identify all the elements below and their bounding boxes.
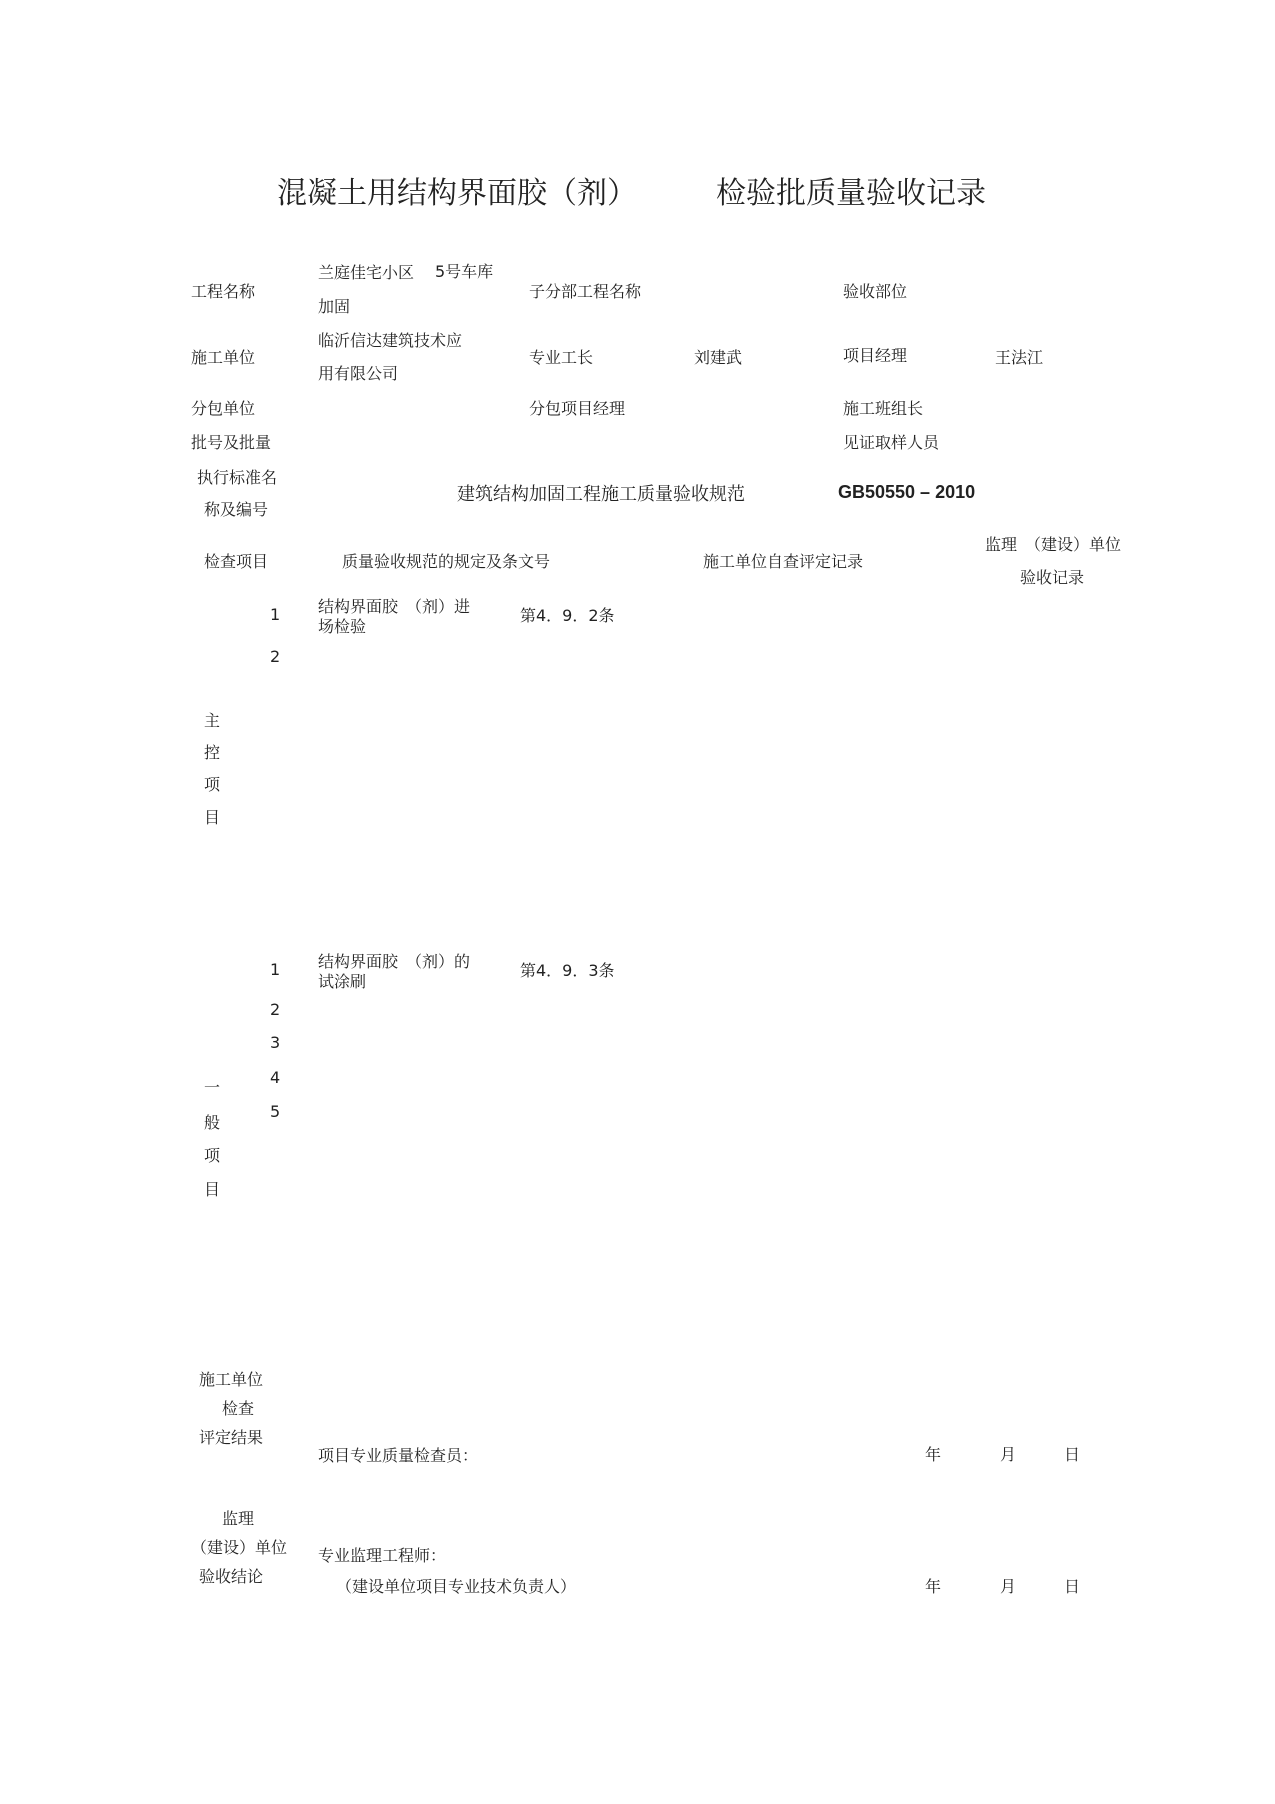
subcontractor-label: 分包单位 bbox=[191, 399, 256, 418]
contractor-result-year: 年 bbox=[925, 1445, 942, 1464]
standard-label-1: 执行标准名 bbox=[197, 468, 278, 487]
project-name-label: 工程名称 bbox=[191, 282, 256, 301]
main-control-label-char-3: 项 bbox=[204, 775, 221, 794]
project-name-value-2: 5号车库 bbox=[435, 262, 494, 281]
standard-label-2: 称及编号 bbox=[204, 500, 269, 519]
general-label-char-3: 项 bbox=[204, 1146, 221, 1165]
sub-pm-label: 分包项目经理 bbox=[529, 399, 626, 418]
main-control-label-char-2: 控 bbox=[204, 743, 221, 762]
owner-representative-label: （建设单位项目专业技术负责人） bbox=[336, 1577, 577, 1596]
standard-name: 建筑结构加固工程施工质量验收规范 bbox=[457, 484, 745, 505]
document-title-part2: 检验批质量验收记录 bbox=[716, 176, 986, 211]
main-row-1-clause: 第4．9．2条 bbox=[520, 606, 615, 625]
foreman-label: 专业工长 bbox=[529, 348, 594, 367]
supervision-result-day: 日 bbox=[1064, 1577, 1081, 1596]
general-label-char-4: 目 bbox=[204, 1180, 221, 1199]
header-spec: 质量验收规范的规定及条文号 bbox=[342, 552, 551, 571]
contractor-result-label-2: 检查 bbox=[222, 1399, 255, 1418]
main-row-1-no: 1 bbox=[270, 605, 281, 624]
supervision-result-label-2: （建设）单位 bbox=[191, 1538, 288, 1557]
main-row-1-desc-2: 场检验 bbox=[318, 617, 367, 636]
contractor-value-1: 临沂信达建筑技术应 bbox=[318, 331, 463, 350]
main-row-2-no: 2 bbox=[270, 647, 281, 666]
contractor-result-label-1: 施工单位 bbox=[199, 1370, 264, 1389]
pm-value: 王法江 bbox=[995, 348, 1044, 367]
general-row-2-no: 2 bbox=[270, 1000, 281, 1019]
general-row-5-no: 5 bbox=[270, 1102, 281, 1121]
general-label-char-2: 般 bbox=[204, 1113, 221, 1132]
header-supervision-2: 验收记录 bbox=[1020, 568, 1085, 587]
general-row-1-desc-2: 试涂刷 bbox=[318, 972, 367, 991]
main-control-label-char-1: 主 bbox=[204, 711, 221, 730]
contractor-result-month: 月 bbox=[1000, 1445, 1017, 1464]
header-self-check: 施工单位自查评定记录 bbox=[703, 552, 864, 571]
batch-label: 批号及批量 bbox=[191, 433, 272, 452]
contractor-label: 施工单位 bbox=[191, 348, 256, 367]
general-row-1-no: 1 bbox=[270, 960, 281, 979]
pm-label: 项目经理 bbox=[843, 346, 908, 365]
foreman-value: 刘建武 bbox=[694, 348, 743, 367]
accept-part-label: 验收部位 bbox=[843, 282, 908, 301]
supervision-result-label-1: 监理 bbox=[222, 1509, 255, 1528]
general-row-4-no: 4 bbox=[270, 1068, 281, 1087]
sub-project-label: 子分部工程名称 bbox=[529, 282, 642, 301]
main-row-1-desc-1: 结构界面胶 （剂）进 bbox=[318, 597, 471, 616]
main-control-label-char-4: 目 bbox=[204, 808, 221, 827]
document-title-part1: 混凝土用结构界面胶（剂） bbox=[277, 176, 637, 211]
general-row-1-clause: 第4．9．3条 bbox=[520, 961, 615, 980]
team-leader-label: 施工班组长 bbox=[843, 399, 924, 418]
supervising-engineer-label: 专业监理工程师： bbox=[318, 1546, 447, 1565]
general-row-1-desc-1: 结构界面胶 （剂）的 bbox=[318, 952, 471, 971]
header-supervision-1: 监理 （建设）单位 bbox=[985, 535, 1122, 554]
contractor-value-2: 用有限公司 bbox=[318, 364, 399, 383]
general-row-3-no: 3 bbox=[270, 1033, 281, 1052]
contractor-result-label-3: 评定结果 bbox=[199, 1428, 264, 1447]
general-label-char-1: 一 bbox=[204, 1078, 221, 1097]
supervision-result-year: 年 bbox=[925, 1577, 942, 1596]
project-name-value-3: 加固 bbox=[318, 297, 351, 316]
supervision-result-label-3: 验收结论 bbox=[199, 1567, 264, 1586]
standard-code: GB50550 – 2010 bbox=[838, 482, 976, 502]
supervision-result-month: 月 bbox=[1000, 1577, 1017, 1596]
header-item: 检查项目 bbox=[204, 552, 269, 571]
quality-inspector-label: 项目专业质量检查员： bbox=[318, 1446, 479, 1465]
witness-label: 见证取样人员 bbox=[843, 433, 940, 452]
contractor-result-day: 日 bbox=[1064, 1445, 1081, 1464]
project-name-value-1: 兰庭佳宅小区 bbox=[318, 263, 415, 282]
